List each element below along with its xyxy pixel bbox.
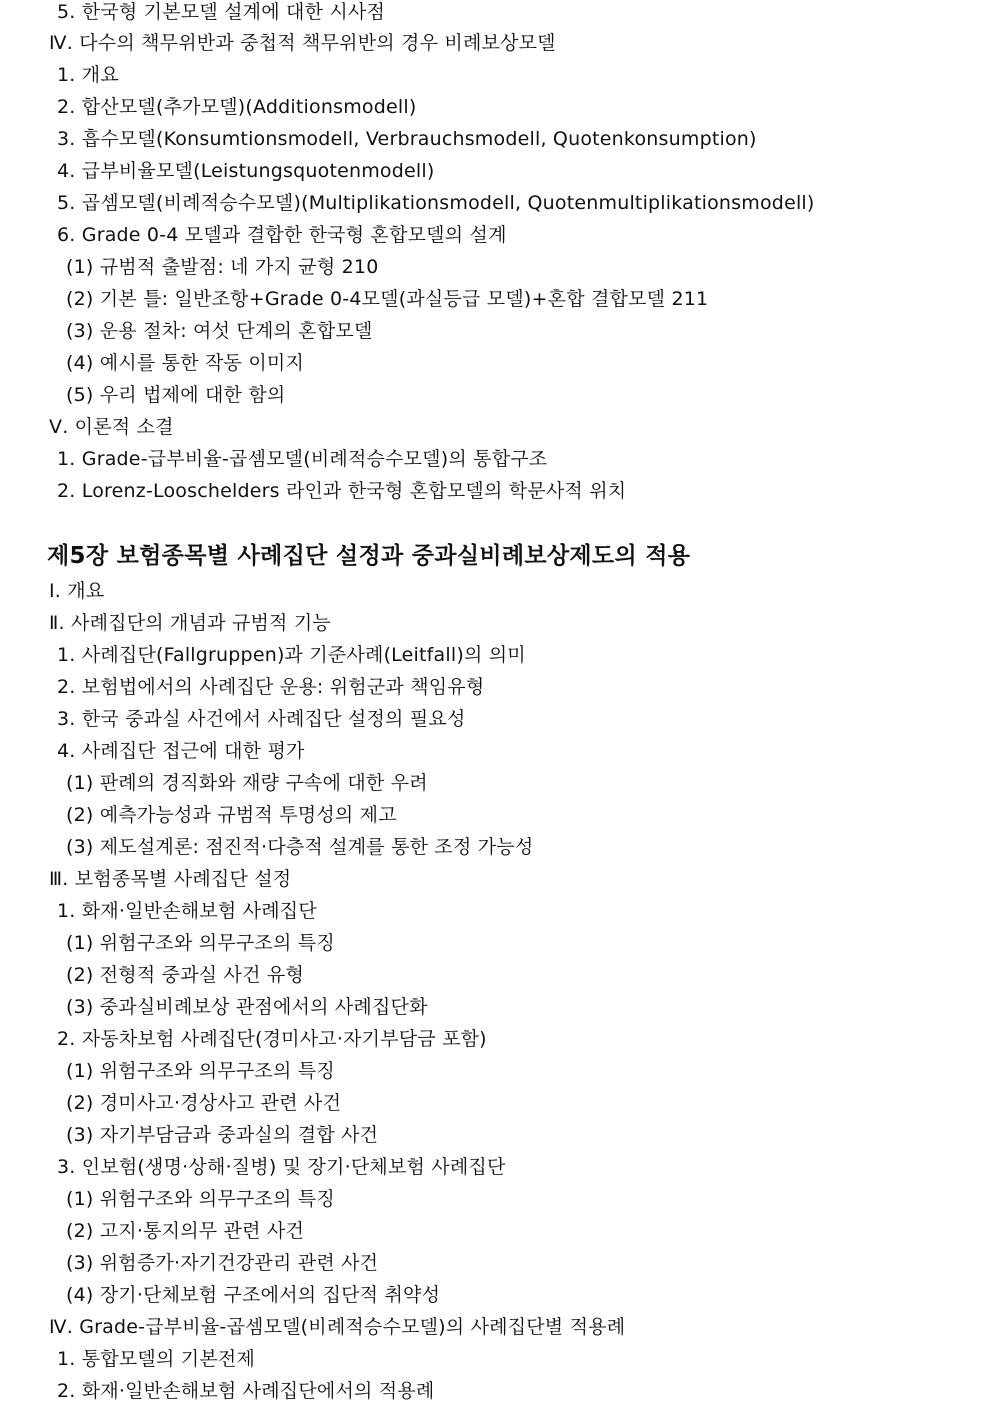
toc-item: 5. 한국형 기본모델 설계에 대한 시사점 [57,1,386,23]
toc-item: 1. 화재·일반손해보험 사례집단 [57,900,317,922]
toc-item: 4. 급부비율모델(Leistungsquotenmodell) [57,160,435,182]
toc-item: 4. 사례집단 접근에 대한 평가 [57,740,305,762]
toc-item: 5. 곱셈모델(비례적승수모델)(Multiplikationsmodell, Quotenmultiplikationsmodell) [57,192,815,214]
toc-subitem: (3) 중과실비례보상 관점에서의 사례집단화 [66,996,428,1018]
toc-item: 2. 보험법에서의 사례집단 운용: 위험군과 책임유형 [57,676,485,698]
toc-item: 3. 인보험(생명·상해·질병) 및 장기·단체보험 사례집단 [57,1156,506,1178]
toc-subitem: (2) 전형적 중과실 사건 유형 [66,964,305,986]
toc-subitem: (2) 경미사고·경상사고 관련 사건 [66,1092,342,1114]
toc-subitem: (2) 기본 틀: 일반조항+Grade 0-4모델(과실등급 모델)+혼합 결합모델 211 [66,288,709,310]
toc-section-heading: Ⅱ. 사례집단의 개념과 규범적 기능 [49,612,331,634]
toc-item: 2. Lorenz-Looschelders 라인과 한국형 혼합모델의 학문사적 위치 [57,480,627,502]
toc-item: 2. 화재·일반손해보험 사례집단에서의 적용례 [57,1380,435,1402]
toc-subitem: (1) 위험구조와 의무구조의 특징 [66,1188,335,1210]
chapter-title: 제5장 보험종목별 사례집단 설정과 중과실비례보상제도의 적용 [47,543,691,569]
toc-section-heading: Ⅳ. Grade-급부비율-곱셈모델(비례적승수모델)의 사례집단별 적용례 [49,1316,626,1338]
toc-item: 1. 개요 [57,64,119,86]
toc-item: 2. 자동차보험 사례집단(경미사고·자기부담금 포함) [57,1028,487,1050]
toc-item: 1. 사례집단(Fallgruppen)과 기준사례(Leitfall)의 의미 [57,644,526,666]
toc-item: 3. 한국 중과실 사건에서 사례집단 설정의 필요성 [57,708,466,730]
toc-subitem: (2) 예측가능성과 규범적 투명성의 제고 [66,804,397,826]
toc-item: 2. 합산모델(추가모델)(Additionsmodell) [57,96,417,118]
toc-subitem: (1) 규범적 출발점: 네 가지 균형 210 [66,256,379,278]
toc-subitem: (1) 위험구조와 의무구조의 특징 [66,1060,335,1082]
toc-section-heading: Ⅳ. 다수의 책무위반과 중첩적 책무위반의 경우 비례보상모델 [49,32,556,54]
toc-item: 6. Grade 0-4 모델과 결합한 한국형 혼합모델의 설계 [57,224,507,246]
toc-subitem: (1) 위험구조와 의무구조의 특징 [66,932,335,954]
toc-subitem: (2) 고지·통지의무 관련 사건 [66,1220,305,1242]
toc-section-heading: Ⅲ. 보험종목별 사례집단 설정 [49,868,292,890]
toc-subitem: (5) 우리 법제에 대한 함의 [66,384,286,406]
toc-section-heading: Ⅰ. 개요 [49,580,105,602]
toc-subitem: (3) 자기부담금과 중과실의 결합 사건 [66,1124,379,1146]
toc-subitem: (1) 판례의 경직화와 재량 구속에 대한 우려 [66,772,428,794]
toc-subitem: (4) 예시를 통한 작동 이미지 [66,352,305,374]
toc-subitem: (4) 장기·단체보험 구조에서의 집단적 취약성 [66,1284,441,1306]
toc-section-heading: Ⅴ. 이론적 소결 [49,416,174,438]
toc-item: 3. 흡수모델(Konsumtionsmodell, Verbrauchsmodell, Quotenkonsumption) [57,128,757,150]
toc-subitem: (3) 위험증가·자기건강관리 관련 사건 [66,1252,379,1274]
toc-subitem: (3) 운용 절차: 여섯 단계의 혼합모델 [66,320,373,342]
toc-item: 1. Grade-급부비율-곱셈모델(비례적승수모델)의 통합구조 [57,448,548,470]
toc-item: 1. 통합모델의 기본전제 [57,1348,255,1370]
toc-subitem: (3) 제도설계론: 점진적·다층적 설계를 통한 조정 가능성 [66,836,534,858]
